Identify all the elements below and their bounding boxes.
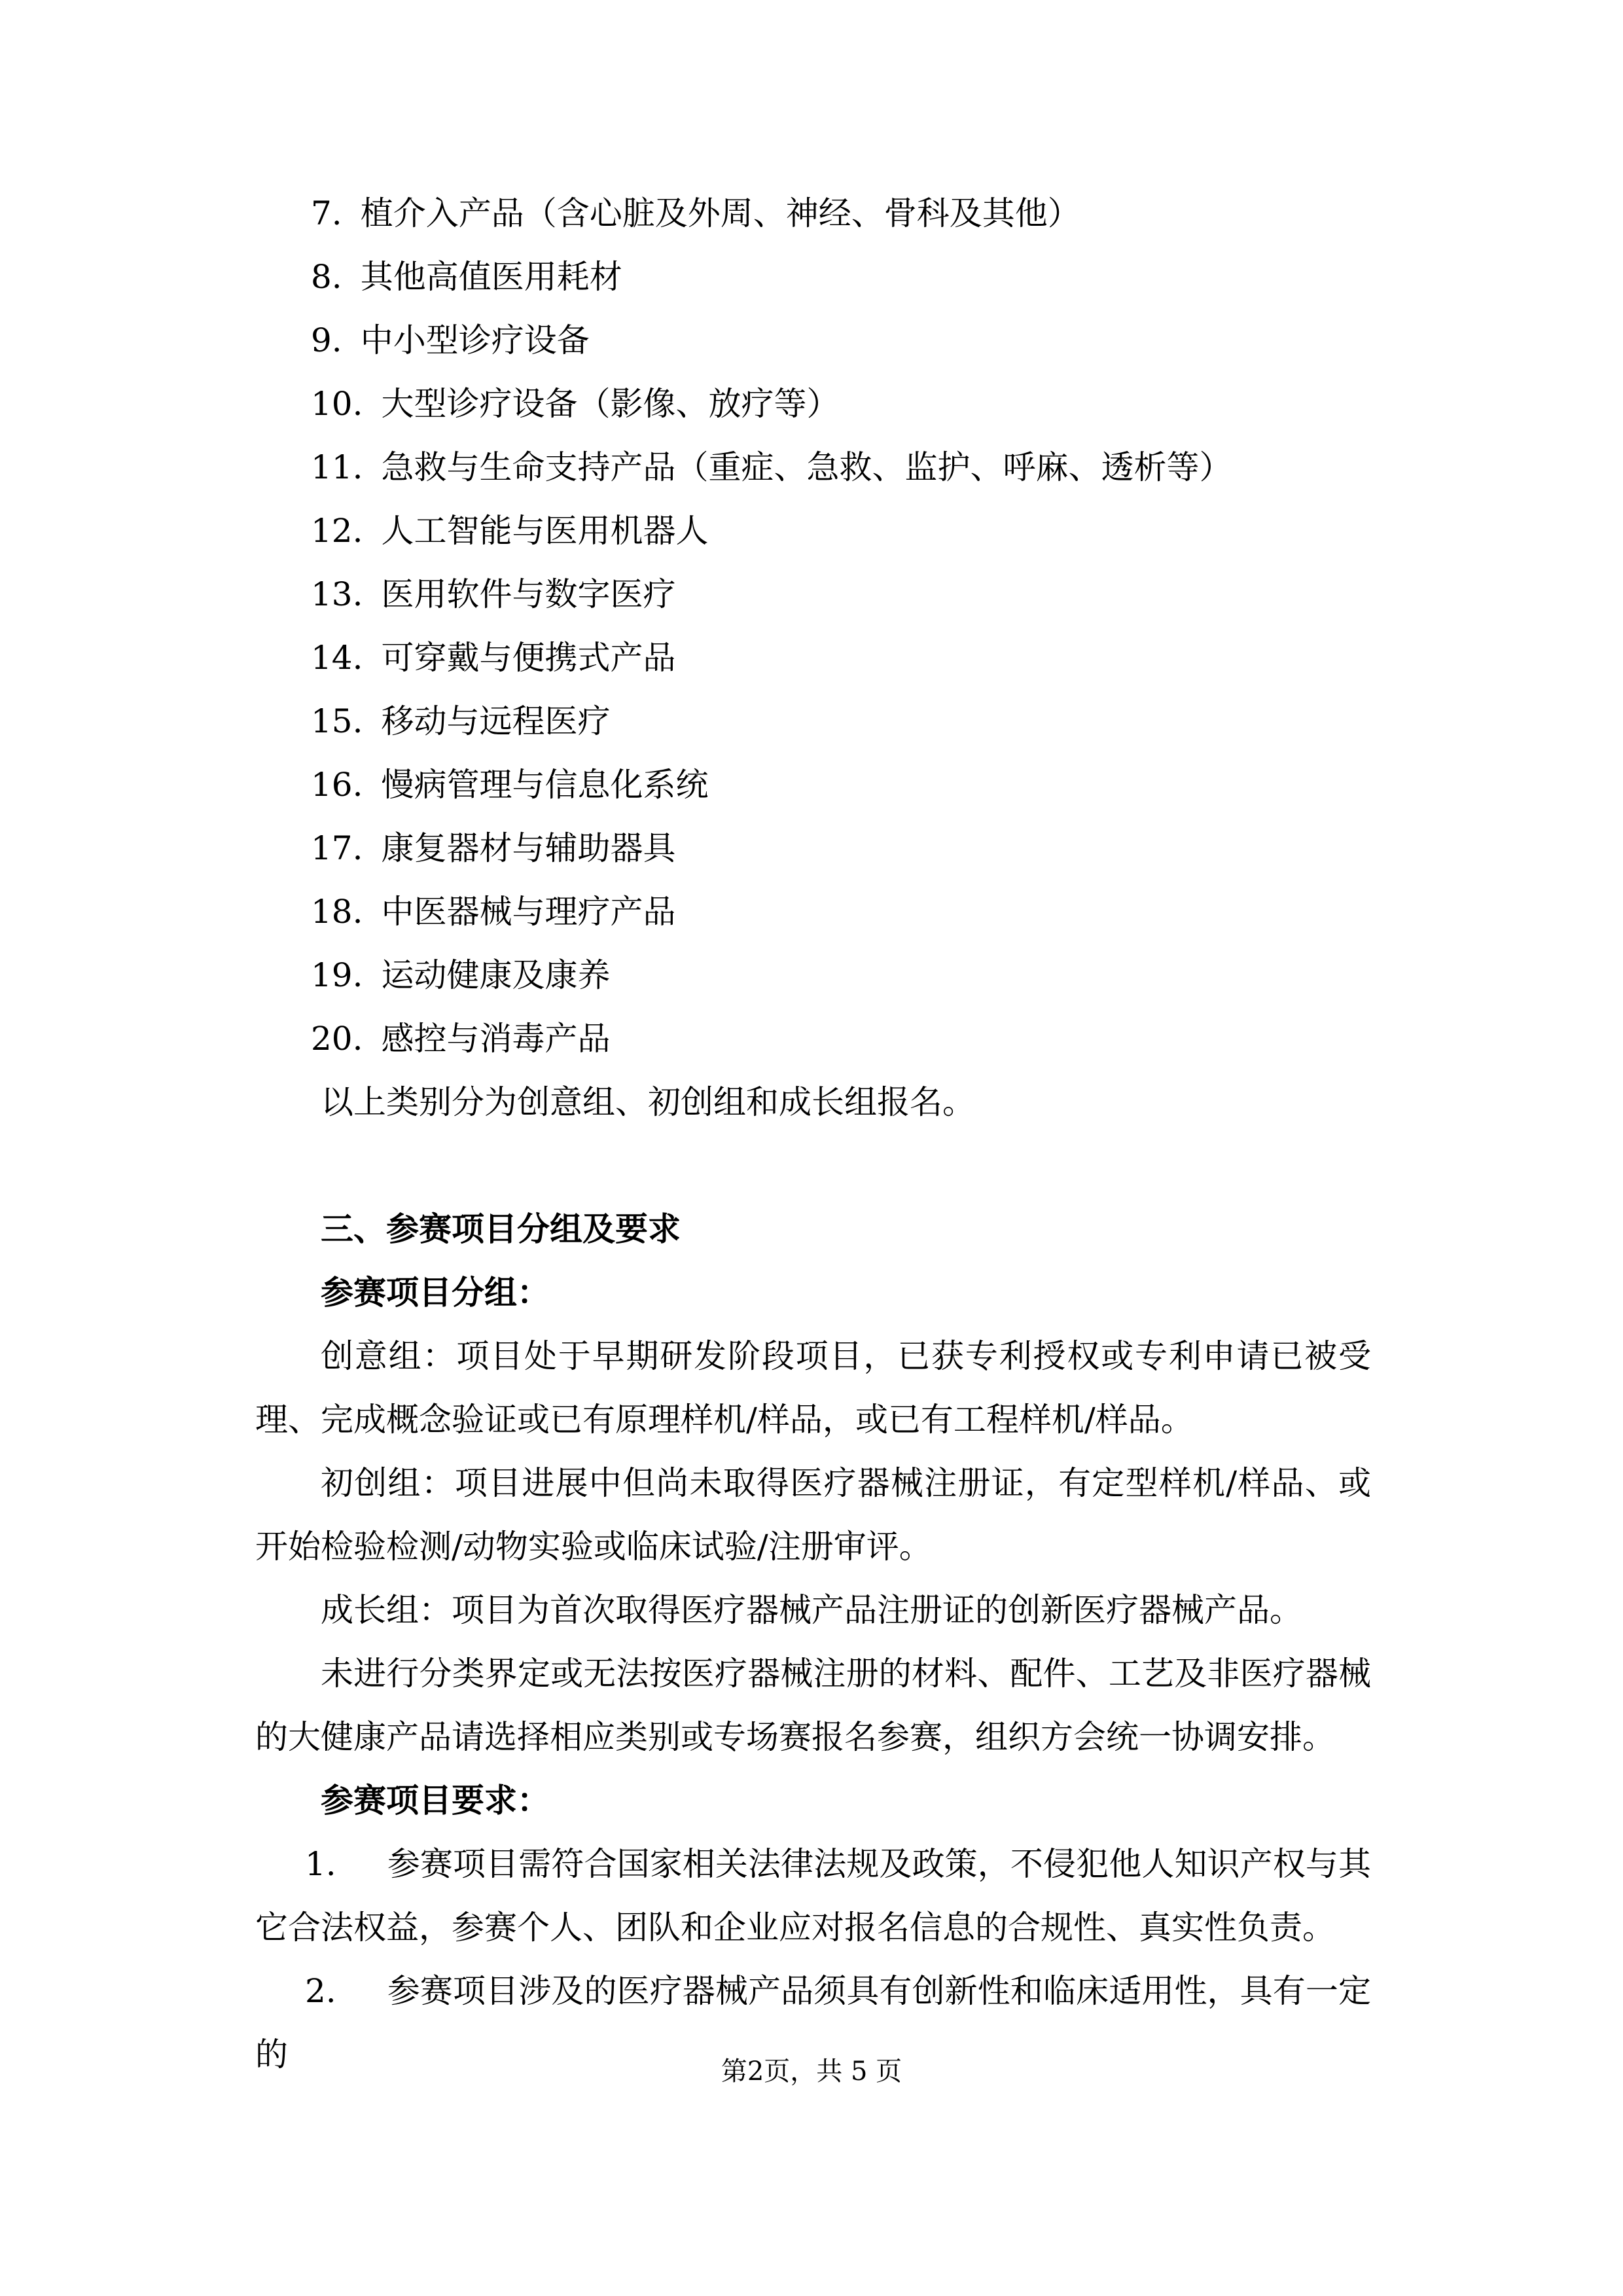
group-paragraph-startup: 初创组：项目进展中但尚未取得医疗器械注册证，有定型样机/样品、或开始检验检测/动物实验或临床试验/注册审评。 (255, 1464, 1371, 1566)
list-item-text: 人工智能与医用机器人 (381, 512, 709, 550)
list-item (255, 563, 1371, 626)
requirements-title: 参赛项目要求： (321, 1782, 550, 1820)
list-item-text: 医用软件与数字医疗 (381, 575, 676, 613)
list-item-text: 大型诊疗设备（影像、放疗等） (381, 385, 840, 423)
closing-note: 以上类别分为创意组、初创组和成长组报名。 (321, 1083, 975, 1121)
requirement-number: 2. (305, 1972, 336, 2010)
list-item (255, 436, 1371, 499)
requirement-item (255, 1833, 1371, 1960)
list-item-number: 10. (311, 385, 363, 423)
list-item-number: 15. (311, 702, 363, 740)
list-item (255, 753, 1371, 817)
list-item (255, 817, 1371, 880)
list-item (255, 626, 1371, 690)
list-item-text: 康复器材与辅助器具 (381, 829, 676, 867)
list-item (255, 944, 1371, 1007)
list-item-number: 12. (311, 512, 363, 550)
list-item-number: 17. (311, 829, 363, 867)
list-item-text: 运动健康及康养 (381, 956, 611, 994)
list-item-text: 中小型诊疗设备 (360, 321, 590, 359)
list-item-number: 8. (311, 258, 342, 296)
list-item-text: 可穿戴与便携式产品 (381, 639, 676, 677)
list-item-number: 20. (311, 1020, 363, 1058)
list-item-number: 9. (311, 321, 342, 359)
list-item-text: 慢病管理与信息化系统 (381, 766, 709, 804)
list-item-text: 其他高值医用耗材 (360, 258, 622, 296)
list-item-number: 7. (311, 194, 342, 232)
list-item-number: 13. (311, 575, 363, 613)
list-item-number: 16. (311, 766, 363, 804)
list-item (255, 309, 1371, 372)
list-item-text: 移动与远程医疗 (381, 702, 611, 740)
list-item-number: 18. (311, 893, 363, 931)
list-item (255, 880, 1371, 944)
list-item-text: 感控与消毒产品 (381, 1020, 611, 1058)
list-item-number: 14. (311, 639, 363, 677)
list-item (255, 499, 1371, 563)
list-item (255, 182, 1371, 245)
requirement-text: 参赛项目需符合国家相关法律法规及政策，不侵犯他人知识产权与其它合法权益，参赛个人、团队和企业应对报名信息的合规性、真实性负责。 (255, 1845, 1371, 1946)
blank-line (255, 1134, 1371, 1198)
list-item-text: 急救与生命支持产品（重症、急救、监护、呼麻、透析等） (381, 448, 1232, 486)
category-list (255, 182, 1371, 1134)
list-item (255, 245, 1371, 309)
group-paragraph-other: 未进行分类界定或无法按医疗器械注册的材料、配件、工艺及非医疗器械的大健康产品请选择相应类别或专场赛报名参赛，组织方会统一协调安排。 (255, 1655, 1371, 1756)
requirement-number: 1. (305, 1845, 336, 1883)
requirement-text: 参赛项目涉及的医疗器械产品须具有创新性和临床适用性，具有一定的 (255, 1972, 1371, 2073)
list-item (255, 1007, 1371, 1071)
list-item-number: 11. (311, 448, 363, 486)
list-item-number: 19. (311, 956, 363, 994)
list-item-text: 中医器械与理疗产品 (381, 893, 676, 931)
section-heading: 三、参赛项目分组及要求 (321, 1210, 681, 1248)
group-paragraph-growth: 成长组：项目为首次取得医疗器械产品注册证的创新医疗器械产品。 (321, 1591, 1302, 1629)
group-paragraph-creative: 创意组：项目处于早期研发阶段项目，已获专利授权或专利申请已被受理、完成概念验证或已有原理样机/样品，或已有工程样机/样品。 (255, 1337, 1371, 1439)
list-item (255, 690, 1371, 753)
list-item (255, 372, 1371, 436)
page-content (255, 182, 1371, 2087)
list-item-text: 植介入产品（含心脏及外周、神经、骨科及其他） (360, 194, 1080, 232)
grouping-title: 参赛项目分组： (321, 1274, 550, 1312)
page-footer: 第2页，共 5 页 (721, 2056, 902, 2087)
